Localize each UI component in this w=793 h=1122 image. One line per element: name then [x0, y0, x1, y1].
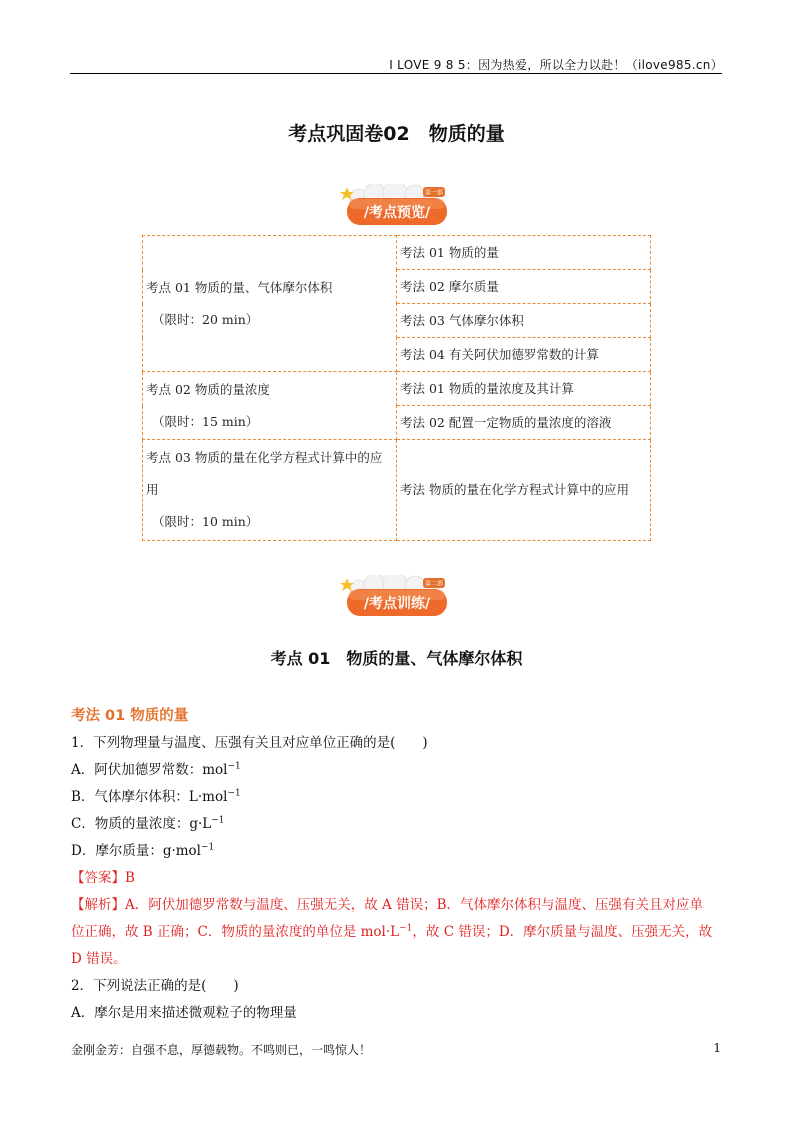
table-cell-method: 考法 02 配置一定物质的量浓度的溶液 — [397, 406, 651, 440]
question-block — [71, 703, 723, 1027]
table-row — [143, 440, 651, 541]
table-cell-method: 考法 03 气体摩尔体积 — [397, 304, 651, 338]
table-row — [143, 372, 651, 406]
table-cell-method: 考法 04 有关阿伏加德罗常数的计算 — [397, 338, 651, 372]
table-cell-method: 考法 01 物质的量 — [397, 236, 651, 270]
question-1-option-a: A．阿伏加德罗常数：mol$^{-1}$ — [71, 761, 241, 778]
section-badge-training — [337, 575, 457, 623]
table-row — [143, 236, 651, 270]
badge-label: /考点预览/ — [363, 205, 431, 221]
topic-title: 考点 01 物质的量、气体摩尔体积 — [146, 279, 333, 295]
badge-tag-text: 第二部 — [424, 580, 444, 588]
method-title: 考法 01 物质的量 — [71, 708, 189, 724]
analysis-line-2: 位正确，故 B 正确；C．物质的量浓度的单位是 $mol\cdot L^{-1}$，故 C 错误；D．摩尔质量与温度、压强无关，故 — [71, 923, 713, 940]
badge-label: /考点训练/ — [363, 596, 431, 612]
question-2-option-a: A．摩尔是用来描述微观粒子的物理量 — [71, 1005, 297, 1021]
table-cell-topic — [143, 372, 397, 440]
section-badge-preview — [337, 184, 457, 232]
document-title: 考点巩固卷02 物质的量 — [288, 123, 505, 145]
footer-motto: 金刚金芳：自强不息，厚德载物。不鸣则已，一鸣惊人！ — [71, 1043, 372, 1057]
topic-time: （限时：15 min） — [152, 413, 259, 429]
badge-tag-text: 第一部 — [424, 189, 444, 197]
badge-preview-graphic — [337, 184, 457, 232]
topic-time: （限时：10 min） — [152, 514, 259, 529]
question-2-stem: 2．下列说法正确的是( ) — [71, 978, 239, 994]
question-1-option-c: C．物质的量浓度：$g\cdot L^{-1}$ — [71, 815, 225, 832]
table-cell-method: 考法 02 摩尔质量 — [397, 270, 651, 304]
question-1-option-d: D．摩尔质量：g·mol$^{-1}$ — [71, 842, 215, 859]
topic-title: 考点 02 物质的量浓度 — [146, 381, 270, 397]
badge-training-graphic — [337, 575, 457, 623]
answer-line: 【答案】B — [71, 870, 135, 886]
question-1-stem: 1．下列物理量与温度、压强有关且对应单位正确的是( ) — [71, 735, 428, 751]
analysis-line-3: D 错误。 — [71, 951, 127, 967]
question-1-option-b: B．气体摩尔体积：L·mol$^{-1}$ — [71, 788, 241, 805]
analysis-line-1: 【解析】A．阿伏加德罗常数与温度、压强无关，故 A 错误；B．气体摩尔体积与温度、压强有关且对应单 — [71, 897, 704, 913]
section-title: 考点 01 物质的量、气体摩尔体积 — [270, 649, 523, 668]
page-number: 1 — [713, 1041, 721, 1055]
topic-title-cont: 用 — [146, 482, 159, 497]
topic-time: （限时：20 min） — [152, 311, 259, 327]
overview-table — [142, 235, 651, 541]
topic-title: 考点 03 物质的量在化学方程式计算中的应 — [146, 450, 383, 465]
page-header: I LOVE 9 8 5：因为热爱，所以全力以赴！（ilove985.cn） — [389, 58, 723, 72]
table-cell-method: 考法 物质的量在化学方程式计算中的应用 — [397, 440, 651, 541]
table-cell-topic — [143, 236, 397, 372]
table-cell-method: 考法 01 物质的量浓度及其计算 — [397, 372, 651, 406]
header-rule — [70, 73, 722, 74]
table-cell-topic — [143, 440, 397, 541]
